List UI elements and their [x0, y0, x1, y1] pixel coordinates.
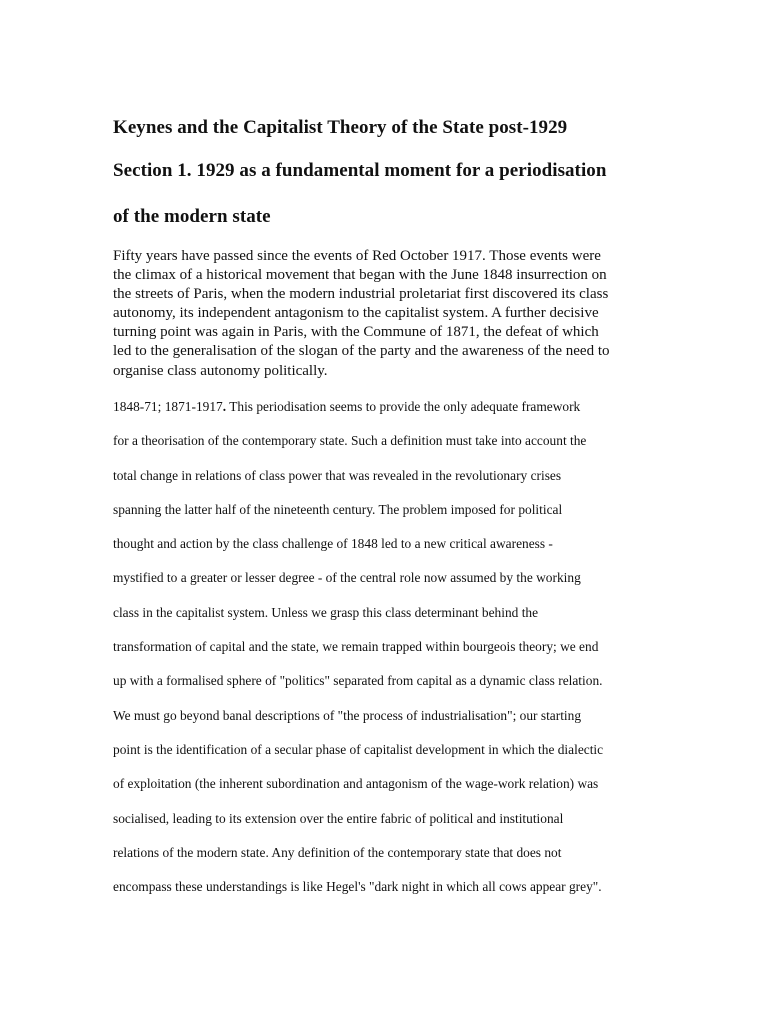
body-line: socialised, leading to its extension over the entire fabric of political and institutional [113, 810, 564, 826]
body-line: of exploitation (the inherent subordination and antagonism of the wage-work relation) was [113, 776, 599, 792]
body-line: mystified to a greater or lesser degree - of the central role now assumed by the working [113, 570, 581, 586]
intro-line: autonomy, its independent antagonism to the capitalist system. A further decisive [113, 305, 599, 322]
body-line: spanning the latter half of the nineteenth century. The problem imposed for political [113, 501, 563, 517]
body-line: point is the identification of a secular phase of capitalist development in which the dialectic [113, 741, 604, 757]
body-paragraph [113, 397, 673, 911]
periodisation-dates: 1848-71; 1871-1917 [113, 399, 223, 414]
body-line: relations of the modern state. Any definition of the contemporary state that does not [113, 844, 562, 860]
body-line: transformation of capital and the state, we remain trapped within bourgeois theory; we end [113, 639, 599, 655]
body-line: We must go beyond banal descriptions of "the process of industrialisation"; our starting [113, 707, 582, 723]
body-line-first [113, 397, 673, 431]
intro-line: led to the generalisation of the slogan of the party and the awareness of the need to [113, 343, 610, 360]
body-line: total change in relations of class power that was revealed in the revolutionary crises [113, 467, 562, 483]
body-line: thought and action by the class challenge of 1848 led to a new critical awareness - [113, 536, 553, 552]
body-line: class in the capitalist system. Unless we grasp this class determinant behind the [113, 604, 539, 620]
document-title: Keynes and the Capitalist Theory of the State post-1929 [113, 117, 568, 138]
intro-line: turning point was again in Paris, with the Commune of 1871, the defeat of which [113, 324, 599, 341]
body-line: for a theorisation of the contemporary state. Such a definition must take into account the [113, 433, 587, 449]
body-line: up with a formalised sphere of "politics" separated from capital as a dynamic class relation. [113, 673, 603, 689]
body-line-first-rest: This periodisation seems to provide the only adequate framework [226, 399, 581, 414]
periodisation-dot: . [222, 399, 227, 414]
body-line: encompass these understandings is like Hegel's "dark night in which all cows appear grey". [113, 879, 602, 895]
section-heading-line-1: Section 1. 1929 as a fundamental moment for a periodisation [113, 160, 607, 181]
intro-line: the streets of Paris, when the modern industrial proletariat first discovered its class [113, 286, 609, 303]
intro-paragraph [113, 247, 663, 381]
intro-line: Fifty years have passed since the events of Red October 1917. Those events were [113, 248, 601, 264]
intro-line: the climax of a historical movement that began with the June 1848 insurrection on [113, 267, 607, 284]
intro-line: organise class autonomy politically. [113, 362, 328, 379]
section-heading-line-2: of the modern state [113, 206, 271, 227]
